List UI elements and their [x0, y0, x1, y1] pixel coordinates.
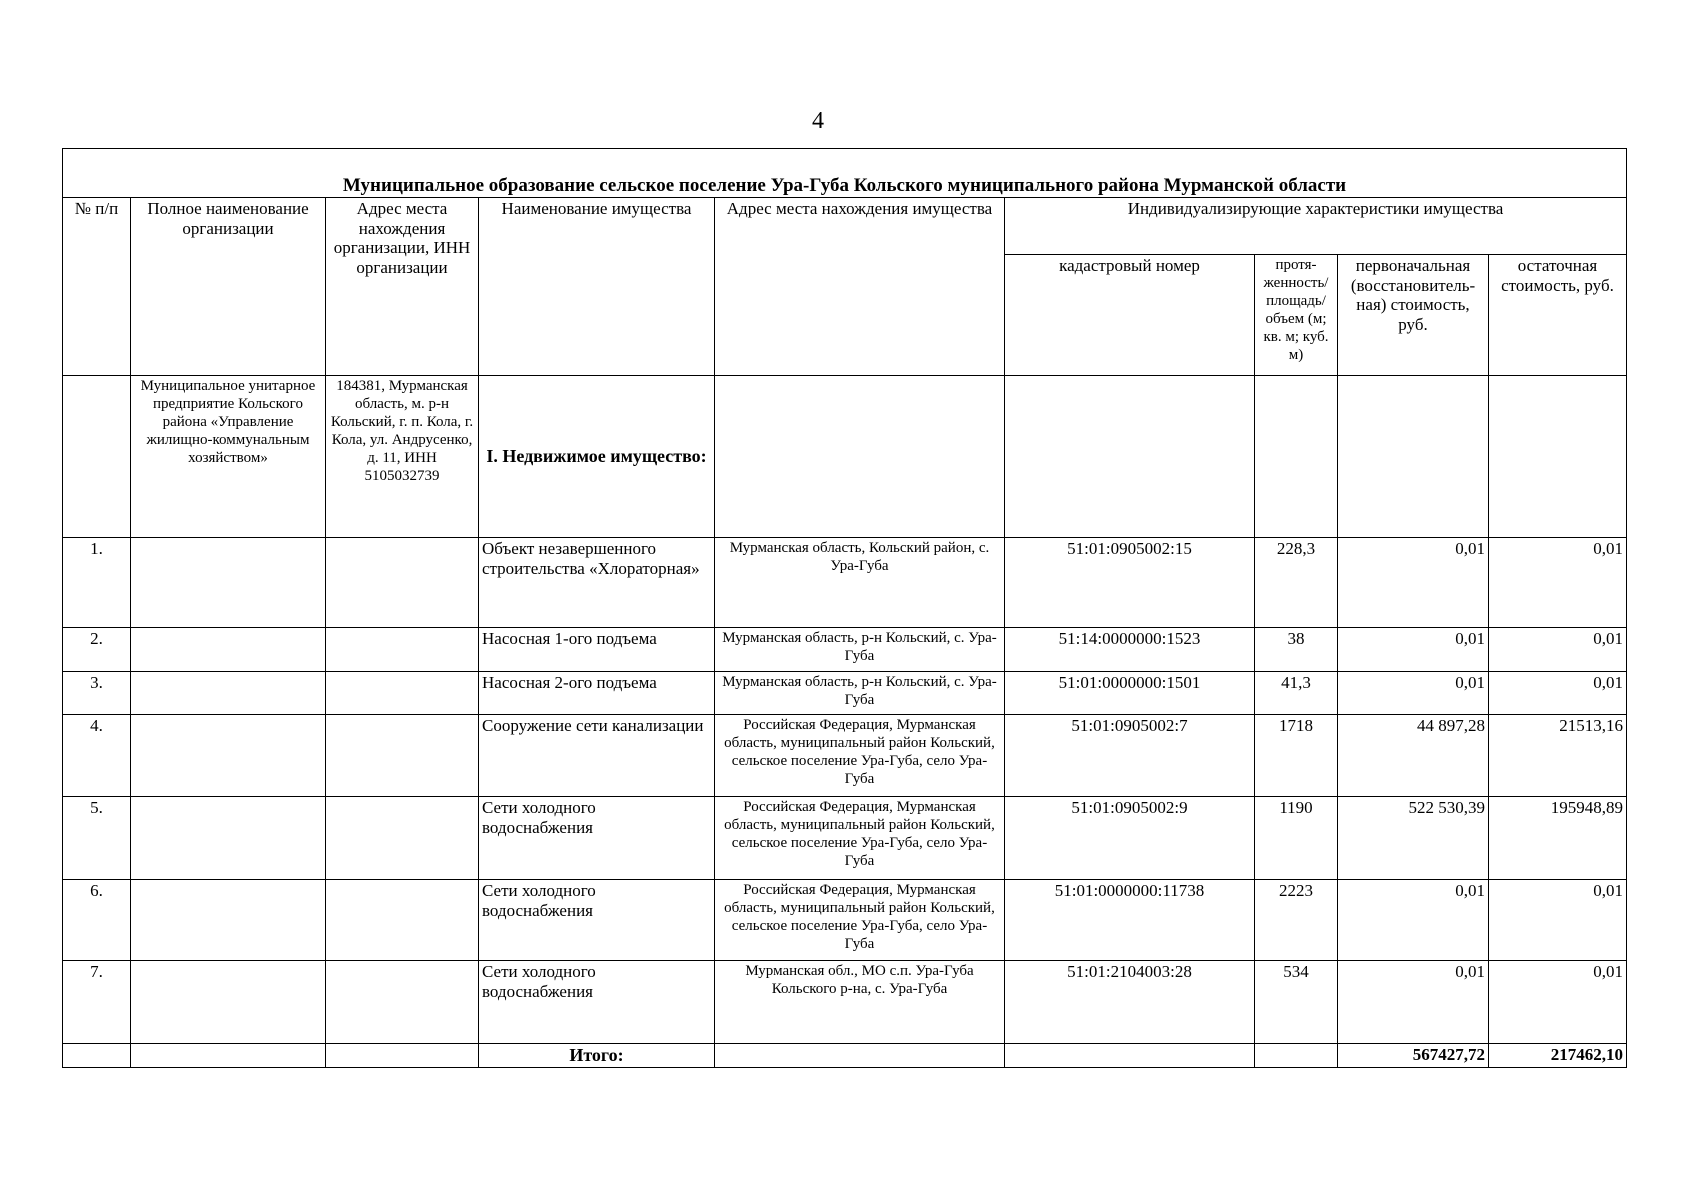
property-address: Мурманская область, р-н Кольский, с. Ура-Губа: [715, 628, 1005, 672]
header-org-name: Полное наименование организации: [131, 198, 326, 376]
table-row: [63, 538, 1627, 628]
residual-cost: 21513,16: [1489, 715, 1627, 797]
residual-cost: 0,01: [1489, 880, 1627, 961]
table-row: [63, 715, 1627, 797]
property-length: 1718: [1255, 715, 1338, 797]
row-num: 5.: [63, 797, 131, 880]
table-row: [63, 628, 1627, 672]
empty-cell: [63, 1044, 131, 1068]
property-name: Насосная 2-ого подъема: [479, 672, 715, 715]
residual-cost: 0,01: [1489, 672, 1627, 715]
row-num: 1.: [63, 538, 131, 628]
property-length: 38: [1255, 628, 1338, 672]
page-number: 4: [812, 108, 824, 134]
header-characteristics: Индивидуализирующие характеристики имущества: [1005, 198, 1627, 255]
initial-cost: 44 897,28: [1338, 715, 1489, 797]
residual-cost: 0,01: [1489, 628, 1627, 672]
residual-cost: 0,01: [1489, 961, 1627, 1044]
empty-cell: [1255, 376, 1338, 538]
property-address: Мурманская область, Кольский район, с. Ура-Губа: [715, 538, 1005, 628]
empty-cell: [131, 628, 326, 672]
property-length: 1190: [1255, 797, 1338, 880]
total-initial-cost: 567427,72: [1338, 1044, 1489, 1068]
table-row: [63, 797, 1627, 880]
total-residual-cost: 217462,10: [1489, 1044, 1627, 1068]
property-name: Насосная 1-ого подъема: [479, 628, 715, 672]
cadastral-number: 51:01:2104003:28: [1005, 961, 1255, 1044]
property-address: Мурманская область, р-н Кольский, с. Ура-Губа: [715, 672, 1005, 715]
total-label: Итого:: [479, 1044, 715, 1068]
empty-cell: [131, 880, 326, 961]
empty-cell: [131, 538, 326, 628]
row-num: 7.: [63, 961, 131, 1044]
header-org-address: Адрес места нахождения организации, ИНН организации: [326, 198, 479, 376]
cadastral-number: 51:01:0000000:1501: [1005, 672, 1255, 715]
empty-cell: [326, 880, 479, 961]
residual-cost: 195948,89: [1489, 797, 1627, 880]
property-address: Российская Федерация, Мурманская область, муниципальный район Кольский, сельское поселение Ура-Губа, село Ура-Губа: [715, 715, 1005, 797]
initial-cost: 0,01: [1338, 880, 1489, 961]
organization-name: Муниципальное унитарное предприятие Кольского района «Управление жилищно-коммунальным хозяйством»: [131, 376, 326, 538]
empty-cell: [131, 961, 326, 1044]
property-length: 228,3: [1255, 538, 1338, 628]
row-num: 2.: [63, 628, 131, 672]
table-row: [63, 672, 1627, 715]
header-property-name: Наименование имущества: [479, 198, 715, 376]
cadastral-number: 51:14:0000000:1523: [1005, 628, 1255, 672]
row-num: 6.: [63, 880, 131, 961]
row-num: 3.: [63, 672, 131, 715]
property-name: Сети холодного водоснабжения: [479, 961, 715, 1044]
header-cadastral: кадастровый номер: [1005, 255, 1255, 376]
empty-cell: [326, 538, 479, 628]
empty-cell: [131, 715, 326, 797]
header-num: № п/п: [63, 198, 131, 376]
property-name: Объект незавершенного строительства «Хлораторная»: [479, 538, 715, 628]
empty-cell: [1489, 376, 1627, 538]
section-title: I. Недвижимое имущество:: [479, 376, 715, 538]
cadastral-number: 51:01:0000000:11738: [1005, 880, 1255, 961]
empty-cell: [1255, 1044, 1338, 1068]
property-name: Сооружение сети канализации: [479, 715, 715, 797]
property-length: 41,3: [1255, 672, 1338, 715]
org-num-cell: [63, 376, 131, 538]
header-residual-cost: остаточная стоимость, руб.: [1489, 255, 1627, 376]
property-register-table: [62, 148, 1627, 1068]
empty-cell: [1005, 1044, 1255, 1068]
cadastral-number: 51:01:0905002:15: [1005, 538, 1255, 628]
empty-cell: [131, 797, 326, 880]
table-row: [63, 880, 1627, 961]
empty-cell: [1338, 376, 1489, 538]
property-length: 534: [1255, 961, 1338, 1044]
total-row: [63, 1044, 1627, 1068]
property-name: Сети холодного водоснабжения: [479, 797, 715, 880]
empty-cell: [1005, 376, 1255, 538]
row-num: 4.: [63, 715, 131, 797]
cadastral-number: 51:01:0905002:9: [1005, 797, 1255, 880]
initial-cost: 0,01: [1338, 538, 1489, 628]
initial-cost: 0,01: [1338, 628, 1489, 672]
empty-cell: [326, 797, 479, 880]
empty-cell: [326, 1044, 479, 1068]
property-length: 2223: [1255, 880, 1338, 961]
table-row: [63, 961, 1627, 1044]
empty-cell: [326, 715, 479, 797]
empty-cell: [326, 672, 479, 715]
empty-cell: [715, 1044, 1005, 1068]
empty-cell: [131, 1044, 326, 1068]
initial-cost: 0,01: [1338, 961, 1489, 1044]
initial-cost: 522 530,39: [1338, 797, 1489, 880]
cadastral-number: 51:01:0905002:7: [1005, 715, 1255, 797]
initial-cost: 0,01: [1338, 672, 1489, 715]
organization-address: 184381, Мурманская область, м. р-н Кольский, г. п. Кола, г. Кола, ул. Андрусенко, д. 11, ИНН 5105032739: [326, 376, 479, 538]
table-title: Муниципальное образование сельское поселение Ура-Губа Кольского муниципального района Мурманской области: [63, 149, 1627, 198]
empty-cell: [326, 961, 479, 1044]
property-address: Мурманская обл., МО с.п. Ура-Губа Кольского р-на, с. Ура-Губа: [715, 961, 1005, 1044]
property-name: Сети холодного водоснабжения: [479, 880, 715, 961]
header-length: протя-женность/ площадь/ объем (м; кв. м; куб. м): [1255, 255, 1338, 376]
property-address: Российская Федерация, Мурманская область, муниципальный район Кольский, сельское поселение Ура-Губа, село Ура-Губа: [715, 880, 1005, 961]
empty-cell: [715, 376, 1005, 538]
header-property-address: Адрес места нахождения имущества: [715, 198, 1005, 376]
empty-cell: [131, 672, 326, 715]
header-initial-cost: первоначальная (восстановитель-ная) стоимость, руб.: [1338, 255, 1489, 376]
property-address: Российская Федерация, Мурманская область, муниципальный район Кольский, сельское поселение Ура-Губа, село Ура-Губа: [715, 797, 1005, 880]
residual-cost: 0,01: [1489, 538, 1627, 628]
empty-cell: [326, 628, 479, 672]
